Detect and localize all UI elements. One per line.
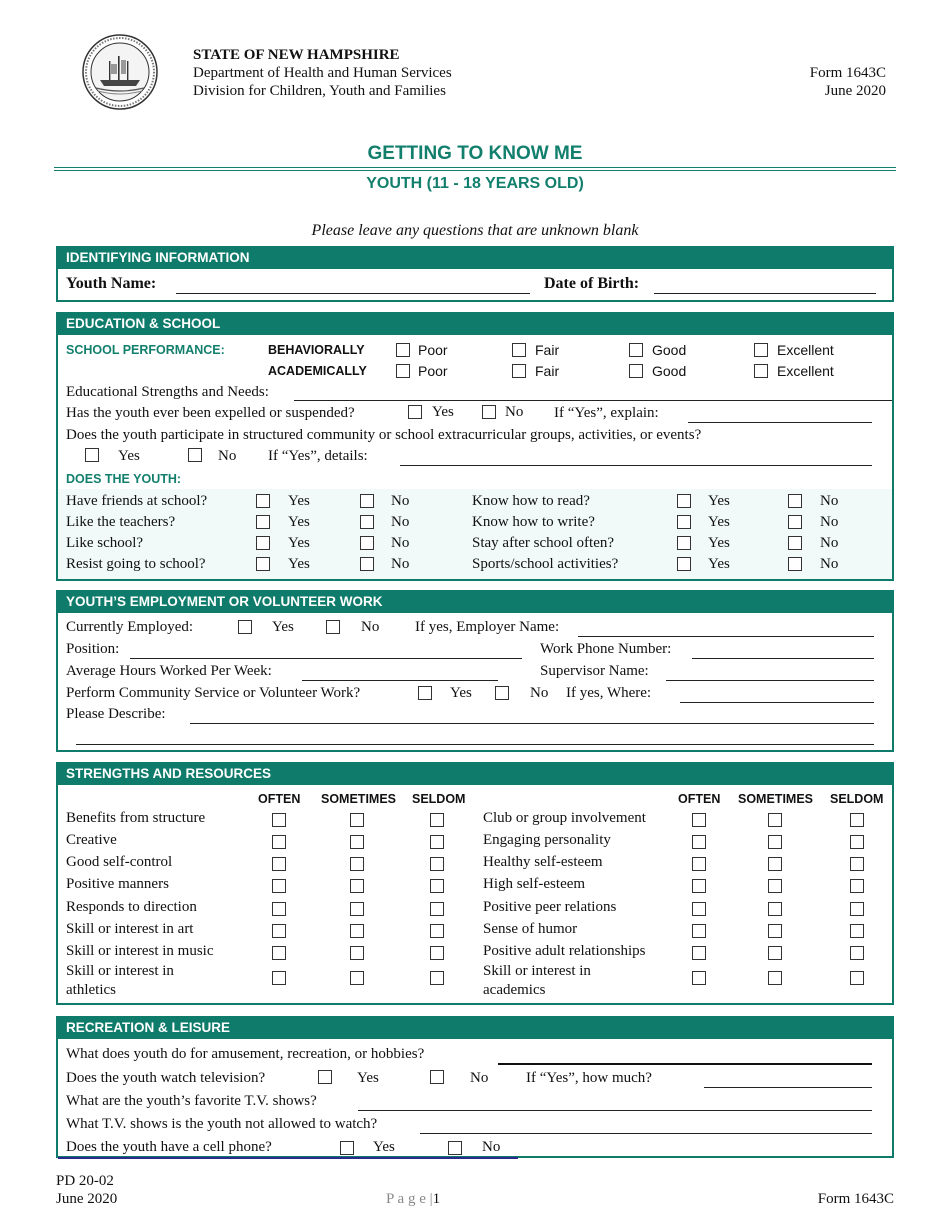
cell-yes-checkbox[interactable] [340, 1141, 354, 1155]
does-youth-label: DOES THE YOUTH: [66, 472, 182, 486]
favorite-tv-field[interactable] [358, 1110, 872, 1111]
cell-phone-underline [58, 1157, 518, 1159]
position-label: Position: [66, 641, 120, 657]
favorite-tv-question: What are the youth’s favorite T.V. shows? [66, 1093, 317, 1109]
header-form-number: Form 1643C [809, 65, 886, 81]
state-seal [82, 34, 158, 110]
left-strength-seldom-checkbox[interactable] [430, 879, 444, 893]
right-strength-often-checkbox[interactable] [692, 946, 706, 960]
left-strength-seldom-checkbox[interactable] [430, 924, 444, 938]
expelled-explain-field[interactable] [688, 422, 872, 423]
left-strength-often-checkbox[interactable] [272, 879, 286, 893]
does-youth-grid [58, 489, 892, 579]
community-no-checkbox[interactable] [495, 686, 509, 700]
right-strength-often-checkbox[interactable] [692, 971, 706, 985]
work-phone-field[interactable] [692, 658, 874, 659]
page-subtitle: YOUTH (11 - 18 YEARS OLD) [366, 175, 584, 192]
right-strength-sometimes-checkbox[interactable] [768, 879, 782, 893]
employed-yes-checkbox[interactable] [238, 620, 252, 634]
left-strength-often-checkbox[interactable] [272, 902, 286, 916]
yes-label: Yes [708, 556, 730, 572]
participate-no-label: No [218, 448, 237, 464]
teachers-no-checkbox[interactable] [360, 515, 374, 529]
school-performance-label: SCHOOL PERFORMANCE: [66, 343, 225, 357]
stay-no-checkbox[interactable] [788, 536, 802, 550]
strength-item: Benefits from structure [66, 810, 206, 826]
recreation-heading: RECREATION & LEISURE [58, 1018, 892, 1039]
left-strength-seldom-checkbox[interactable] [430, 835, 444, 849]
behavior-poor-checkbox[interactable] [396, 343, 410, 357]
friends-no-checkbox[interactable] [360, 494, 374, 508]
left-strength-sometimes-checkbox[interactable] [350, 879, 364, 893]
expelled-explain-label: If “Yes”, explain: [554, 405, 659, 421]
expelled-yes-checkbox[interactable] [408, 405, 422, 419]
describe-field-line-2[interactable] [76, 744, 874, 745]
question-stay-after: Stay after school often? [472, 535, 615, 551]
expelled-no-label: No [505, 404, 524, 420]
right-strength-sometimes-checkbox[interactable] [768, 971, 782, 985]
strengths-heading: STRENGTHS AND RESOURCES [58, 764, 892, 785]
left-strength-sometimes-checkbox[interactable] [350, 813, 364, 827]
yes-label: Yes [288, 556, 310, 572]
read-yes-checkbox[interactable] [677, 494, 691, 508]
question-sports: Sports/school activities? [472, 556, 619, 572]
volunteer-where-label: If yes, Where: [566, 685, 652, 701]
strength-item: Good self-control [66, 854, 173, 870]
no-label: No [391, 535, 410, 551]
describe-field[interactable] [190, 723, 874, 724]
right-strength-sometimes-checkbox[interactable] [768, 857, 782, 871]
right-strength-sometimes-checkbox[interactable] [768, 924, 782, 938]
left-strength-sometimes-checkbox[interactable] [350, 924, 364, 938]
avg-hours-label: Average Hours Worked Per Week: [66, 663, 272, 679]
work-phone-label: Work Phone Number: [540, 641, 672, 657]
seldom-column-header: SELDOM [412, 792, 466, 806]
employed-no-checkbox[interactable] [326, 620, 340, 634]
left-strength-often-checkbox[interactable] [272, 924, 286, 938]
page-title: GETTING TO KNOW ME [367, 143, 583, 164]
dob-label: Date of Birth: [544, 275, 640, 292]
behavior-good-label: Good [652, 342, 687, 358]
strength-item: Positive manners [66, 876, 169, 892]
right-strength-seldom-checkbox[interactable] [850, 902, 864, 916]
strengths-section [56, 762, 894, 1005]
right-strength-seldom-checkbox[interactable] [850, 971, 864, 985]
expelled-no-checkbox[interactable] [482, 405, 496, 419]
education-heading: EDUCATION & SCHOOL [58, 314, 892, 335]
left-strength-often-checkbox[interactable] [272, 946, 286, 960]
sports-yes-checkbox[interactable] [677, 557, 691, 571]
employer-name-label: If yes, Employer Name: [415, 619, 560, 635]
please-describe-label: Please Describe: [66, 706, 166, 722]
employed-yes-label: Yes [272, 619, 294, 635]
right-strength-sometimes-checkbox[interactable] [768, 835, 782, 849]
tv-how-much-field[interactable] [704, 1087, 872, 1088]
tv-question: Does the youth watch television? [66, 1070, 266, 1086]
youth-name-field[interactable] [176, 293, 530, 294]
right-strength-often-checkbox[interactable] [692, 835, 706, 849]
tv-yes-checkbox[interactable] [318, 1070, 332, 1084]
page-separator: | [429, 1191, 433, 1207]
right-strength-often-checkbox[interactable] [692, 813, 706, 827]
employment-section [56, 590, 894, 752]
header-state: STATE OF NEW HAMPSHIRE [193, 47, 400, 63]
not-allowed-tv-field[interactable] [420, 1133, 872, 1134]
left-strength-sometimes-checkbox[interactable] [350, 835, 364, 849]
academically-label: ACADEMICALLY [268, 364, 367, 378]
right-strength-seldom-checkbox[interactable] [850, 879, 864, 893]
participate-no-checkbox[interactable] [188, 448, 202, 462]
instruction-text: Please leave any questions that are unknown blank [311, 222, 639, 239]
strength-item: Skill or interest in art [66, 921, 194, 937]
behavior-poor-label: Poor [418, 342, 448, 358]
tv-no-checkbox[interactable] [430, 1070, 444, 1084]
title-rule [54, 167, 896, 171]
read-no-checkbox[interactable] [788, 494, 802, 508]
cell-phone-question: Does the youth have a cell phone? [66, 1139, 272, 1155]
employment-heading: YOUTH’S EMPLOYMENT OR VOLUNTEER WORK [58, 592, 892, 613]
position-field[interactable] [130, 658, 522, 659]
write-yes-checkbox[interactable] [677, 515, 691, 529]
footer-code: PD 20-02 [56, 1173, 114, 1189]
left-strength-sometimes-checkbox[interactable] [350, 902, 364, 916]
left-strength-sometimes-checkbox[interactable] [350, 857, 364, 871]
dob-field[interactable] [654, 293, 876, 294]
recreation-section [56, 1016, 894, 1158]
strength-item: Creative [66, 832, 117, 848]
strength-item: Positive peer relations [483, 899, 617, 915]
strength-item: academics [483, 982, 546, 998]
amusement-question: What does youth do for amusement, recreation, or hobbies? [66, 1046, 425, 1062]
no-label: No [820, 535, 839, 551]
page-number [386, 1190, 440, 1208]
yes-label: Yes [288, 514, 310, 530]
academic-excellent-label: Excellent [777, 363, 834, 379]
sometimes-column-header: SOMETIMES [738, 792, 814, 806]
tv-yes-label: Yes [357, 1070, 379, 1086]
yes-label: Yes [708, 535, 730, 551]
academic-fair-label: Fair [535, 363, 560, 379]
no-label: No [391, 556, 410, 572]
stay-yes-checkbox[interactable] [677, 536, 691, 550]
academic-excellent-checkbox[interactable] [754, 364, 768, 378]
academic-poor-checkbox[interactable] [396, 364, 410, 378]
behavior-excellent-checkbox[interactable] [754, 343, 768, 357]
education-section [56, 312, 894, 581]
yes-label: Yes [288, 493, 310, 509]
strength-item: High self-esteem [483, 876, 586, 892]
academic-good-label: Good [652, 363, 687, 379]
header-division: Division for Children, Youth and Families [193, 83, 446, 99]
right-strength-seldom-checkbox[interactable] [850, 857, 864, 871]
strength-item: Responds to direction [66, 899, 197, 915]
employer-name-field[interactable] [578, 636, 874, 637]
no-label: No [820, 493, 839, 509]
participate-question: Does the youth participate in structured community or school extracurricular groups, activities, or events? [66, 427, 702, 443]
behavior-fair-label: Fair [535, 342, 560, 358]
left-strength-often-checkbox[interactable] [272, 835, 286, 849]
question-resist-school: Resist going to school? [66, 556, 206, 572]
left-strength-seldom-checkbox[interactable] [430, 813, 444, 827]
question-like-school: Like school? [66, 535, 144, 551]
expelled-yes-label: Yes [432, 404, 454, 420]
right-strength-sometimes-checkbox[interactable] [768, 902, 782, 916]
cell-no-label: No [482, 1139, 501, 1155]
strength-item: Positive adult relationships [483, 943, 646, 959]
write-no-checkbox[interactable] [788, 515, 802, 529]
employed-no-label: No [361, 619, 380, 635]
currently-employed-label: Currently Employed: [66, 619, 194, 635]
page-word: P a g e [386, 1191, 426, 1207]
volunteer-where-field[interactable] [680, 702, 874, 703]
strength-item: Skill or interest in music [66, 943, 214, 959]
strength-item: Club or group involvement [483, 810, 646, 826]
right-strength-seldom-checkbox[interactable] [850, 924, 864, 938]
right-strength-seldom-checkbox[interactable] [850, 813, 864, 827]
strength-item: Healthy self-esteem [483, 854, 603, 870]
supervisor-field[interactable] [666, 680, 874, 681]
not-allowed-tv-question: What T.V. shows is the youth not allowed to watch? [66, 1116, 378, 1132]
left-strength-seldom-checkbox[interactable] [430, 946, 444, 960]
strengths-needs-field[interactable] [294, 400, 892, 401]
cell-no-checkbox[interactable] [448, 1141, 462, 1155]
left-strength-sometimes-checkbox[interactable] [350, 946, 364, 960]
right-strength-sometimes-checkbox[interactable] [768, 946, 782, 960]
header-department: Department of Health and Human Services [193, 65, 452, 81]
behavior-fair-checkbox[interactable] [512, 343, 526, 357]
often-column-header: OFTEN [678, 792, 721, 806]
often-column-header: OFTEN [258, 792, 301, 806]
behaviorally-label: BEHAVIORALLY [268, 343, 365, 357]
no-label: No [391, 514, 410, 530]
participate-details-label: If “Yes”, details: [268, 448, 368, 464]
academic-good-checkbox[interactable] [629, 364, 643, 378]
tv-how-much-label: If “Yes”, how much? [526, 1070, 652, 1086]
friends-yes-checkbox[interactable] [256, 494, 270, 508]
school-no-checkbox[interactable] [360, 536, 374, 550]
community-service-question: Perform Community Service or Volunteer Work? [66, 685, 361, 701]
left-strength-sometimes-checkbox[interactable] [350, 971, 364, 985]
expelled-question: Has the youth ever been expelled or suspended? [66, 405, 355, 421]
right-strength-seldom-checkbox[interactable] [850, 946, 864, 960]
left-strength-often-checkbox[interactable] [272, 857, 286, 871]
supervisor-label: Supervisor Name: [540, 663, 649, 679]
footer-date: June 2020 [56, 1191, 118, 1207]
right-strength-often-checkbox[interactable] [692, 857, 706, 871]
question-like-teachers: Like the teachers? [66, 514, 176, 530]
amusement-field[interactable] [498, 1063, 872, 1065]
strength-item: Skill or interest in [66, 963, 174, 979]
community-yes-label: Yes [450, 685, 472, 701]
school-yes-checkbox[interactable] [256, 536, 270, 550]
avg-hours-field[interactable] [302, 680, 498, 681]
tv-no-label: No [470, 1070, 489, 1086]
header-form-date: June 2020 [824, 83, 886, 99]
participate-details-field[interactable] [400, 465, 872, 466]
strength-item: Skill or interest in [483, 963, 591, 979]
cell-yes-label: Yes [373, 1139, 395, 1155]
right-strength-often-checkbox[interactable] [692, 902, 706, 916]
right-strength-seldom-checkbox[interactable] [850, 835, 864, 849]
yes-label: Yes [288, 535, 310, 551]
strengths-needs-label: Educational Strengths and Needs: [66, 384, 269, 400]
left-strength-seldom-checkbox[interactable] [430, 971, 444, 985]
strength-item: athletics [66, 982, 116, 998]
question-write: Know how to write? [472, 514, 595, 530]
strength-item: Sense of humor [483, 921, 578, 937]
behavior-good-checkbox[interactable] [629, 343, 643, 357]
no-label: No [820, 556, 839, 572]
right-strength-often-checkbox[interactable] [692, 924, 706, 938]
strength-item: Engaging personality [483, 832, 611, 848]
seldom-column-header: SELDOM [830, 792, 884, 806]
participate-yes-checkbox[interactable] [85, 448, 99, 462]
question-friends-at-school: Have friends at school? [66, 493, 208, 509]
sports-no-checkbox[interactable] [788, 557, 802, 571]
resist-yes-checkbox[interactable] [256, 557, 270, 571]
no-label: No [391, 493, 410, 509]
left-strength-seldom-checkbox[interactable] [430, 902, 444, 916]
resist-no-checkbox[interactable] [360, 557, 374, 571]
identifying-heading: IDENTIFYING INFORMATION [58, 248, 892, 269]
left-strength-often-checkbox[interactable] [272, 813, 286, 827]
community-yes-checkbox[interactable] [418, 686, 432, 700]
yes-label: Yes [708, 514, 730, 530]
academic-poor-label: Poor [418, 363, 448, 379]
identifying-section [56, 246, 894, 302]
right-strength-sometimes-checkbox[interactable] [768, 813, 782, 827]
sometimes-column-header: SOMETIMES [321, 792, 397, 806]
community-no-label: No [530, 685, 549, 701]
question-read: Know how to read? [472, 493, 590, 509]
yes-label: Yes [708, 493, 730, 509]
page-number-value: 1 [432, 1191, 441, 1207]
footer-form: Form 1643C [817, 1191, 894, 1207]
behavior-excellent-label: Excellent [777, 342, 834, 358]
participate-yes-label: Yes [118, 448, 140, 464]
teachers-yes-checkbox[interactable] [256, 515, 270, 529]
left-strength-often-checkbox[interactable] [272, 971, 286, 985]
right-strength-often-checkbox[interactable] [692, 879, 706, 893]
left-strength-seldom-checkbox[interactable] [430, 857, 444, 871]
no-label: No [820, 514, 839, 530]
academic-fair-checkbox[interactable] [512, 364, 526, 378]
youth-name-label: Youth Name: [66, 275, 157, 292]
